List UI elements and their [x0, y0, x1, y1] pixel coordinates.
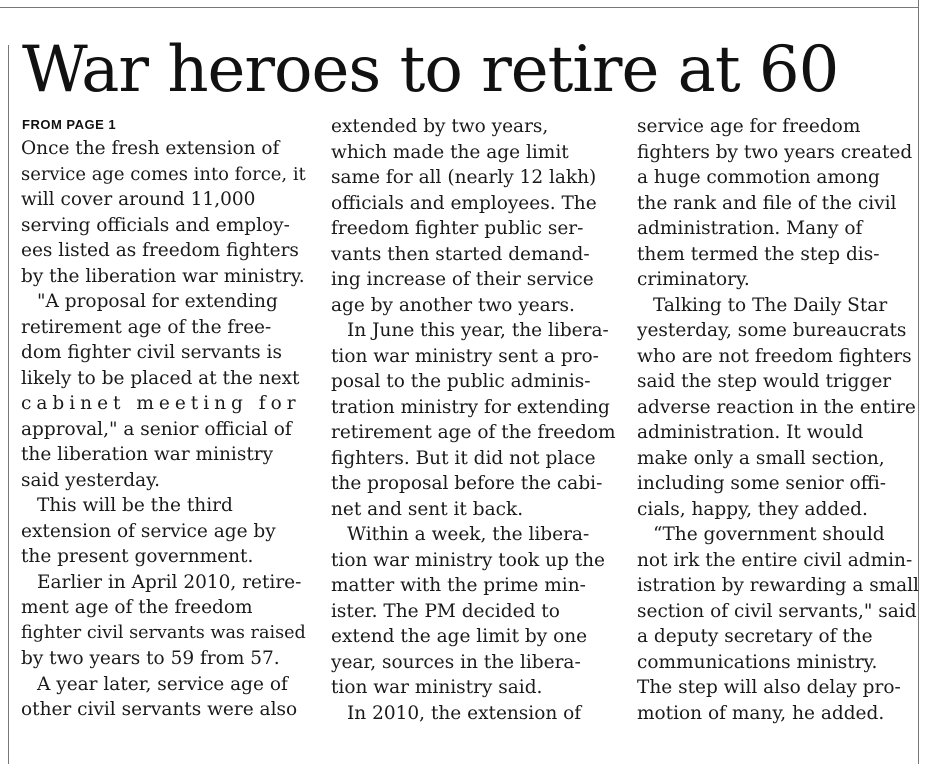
- text-line: by the liberation war ministry.: [21, 265, 305, 287]
- text-line: age by another two years.: [331, 294, 575, 316]
- text-line: year, sources in the libera-: [331, 651, 581, 673]
- text-line: A year later, service age of: [37, 673, 288, 695]
- text-line: istration by rewarding a small: [637, 575, 919, 596]
- text-line: extended by two years,: [331, 116, 549, 137]
- text-line: The step will also delay pro-: [637, 677, 901, 698]
- headline: War heroes to retire at 60: [22, 33, 839, 107]
- text-line: ees listed as freedom fighters: [21, 240, 299, 261]
- text-line: administration. It would: [637, 422, 864, 443]
- text-line: retirement age of the free-: [21, 316, 272, 338]
- text-line: tration ministry for extending: [331, 396, 610, 418]
- article-column-2: [331, 114, 616, 726]
- text-line: extend the age limit by one: [331, 626, 588, 647]
- text-line: posal to the public adminis-: [331, 371, 591, 392]
- text-line: serving officials and employ-: [21, 214, 290, 236]
- text-line: who are not freedom fighters: [637, 345, 912, 367]
- article-column-1: [21, 136, 306, 723]
- text-line: make only a small section,: [637, 447, 885, 469]
- text-line: the liberation war ministry: [21, 444, 274, 465]
- text-line: a huge commotion among: [637, 167, 880, 188]
- text-line: vants then started demand-: [331, 243, 590, 265]
- text-line: In June this year, the libera-: [347, 320, 609, 341]
- text-line: them termed the step dis-: [637, 243, 880, 265]
- text-line: tion war ministry said.: [331, 677, 543, 698]
- text-line: fighters by two years created: [637, 141, 913, 163]
- text-line: tion war ministry sent a pro-: [331, 345, 599, 367]
- text-line: other civil servants were also: [21, 699, 298, 720]
- text-line: In 2010, the extension of: [347, 702, 582, 724]
- text-line: communications ministry.: [637, 651, 878, 673]
- article-column-3: [637, 114, 919, 726]
- text-line: by two years to 59 from 57.: [21, 648, 280, 669]
- text-line: service age for freedom: [637, 116, 861, 137]
- text-line: service age comes into force, it: [21, 163, 306, 185]
- text-line: Talking to The Daily Star: [653, 294, 888, 316]
- text-line: likely to be placed at the next: [21, 367, 300, 389]
- text-line: Earlier in April 2010, retire-: [37, 571, 302, 593]
- text-line: approval," a senior official of: [21, 418, 292, 440]
- text-line: section of civil servants," said: [637, 600, 917, 622]
- kicker: FROM PAGE 1: [22, 117, 117, 132]
- text-line: ment age of the freedom: [21, 597, 253, 618]
- text-line: the rank and file of the civil: [637, 192, 897, 214]
- text-line: officials and employees. The: [331, 192, 597, 214]
- text-line: fighter civil servants was raised: [21, 622, 306, 643]
- text-line: the proposal before the cabi-: [331, 473, 603, 494]
- text-line: freedom fighter public ser-: [331, 218, 584, 239]
- text-line: dom fighter civil servants is: [21, 342, 282, 363]
- text-line: cials, happy, they added.: [637, 498, 868, 520]
- text-line: same for all (nearly 12 lakh): [331, 167, 597, 188]
- text-line: tion war ministry took up the: [331, 549, 606, 571]
- text-line: a deputy secretary of the: [637, 626, 873, 647]
- text-line: criminatory.: [637, 269, 750, 290]
- text-line: will cover around 11,000: [21, 189, 256, 210]
- text-line: including some senior offi-: [637, 473, 887, 494]
- text-line: This will be the third: [37, 495, 233, 516]
- text-line: ing increase of their service: [331, 269, 594, 290]
- text-line: extension of service age by: [21, 520, 276, 542]
- text-line: which made the age limit: [331, 141, 569, 163]
- text-line: ister. The PM decided to: [331, 600, 560, 622]
- left-rule: [8, 45, 9, 764]
- text-line: "A proposal for extending: [37, 291, 278, 312]
- text-line: said yesterday.: [21, 469, 161, 491]
- text-line: Within a week, the libera-: [347, 524, 590, 545]
- text-line: fighters. But it did not place: [331, 447, 596, 469]
- text-line: matter with the prime min-: [331, 575, 586, 596]
- text-line: not irk the entire civil admin-: [637, 549, 913, 571]
- text-line: retirement age of the freedom: [331, 422, 616, 443]
- text-line: adverse reaction in the entire: [637, 396, 916, 418]
- top-rule: [0, 7, 918, 8]
- text-line: motion of many, he added.: [637, 702, 885, 724]
- text-line: cabinet meeting for: [21, 393, 301, 414]
- text-line: yesterday, some bureaucrats: [637, 320, 907, 341]
- text-line: “The government should: [653, 524, 885, 545]
- text-line: the present government.: [21, 546, 254, 567]
- text-line: administration. Many of: [637, 218, 863, 239]
- text-line: Once the fresh extension of: [21, 138, 280, 159]
- text-line: said the step would trigger: [637, 371, 892, 392]
- text-line: net and sent it back.: [331, 498, 524, 520]
